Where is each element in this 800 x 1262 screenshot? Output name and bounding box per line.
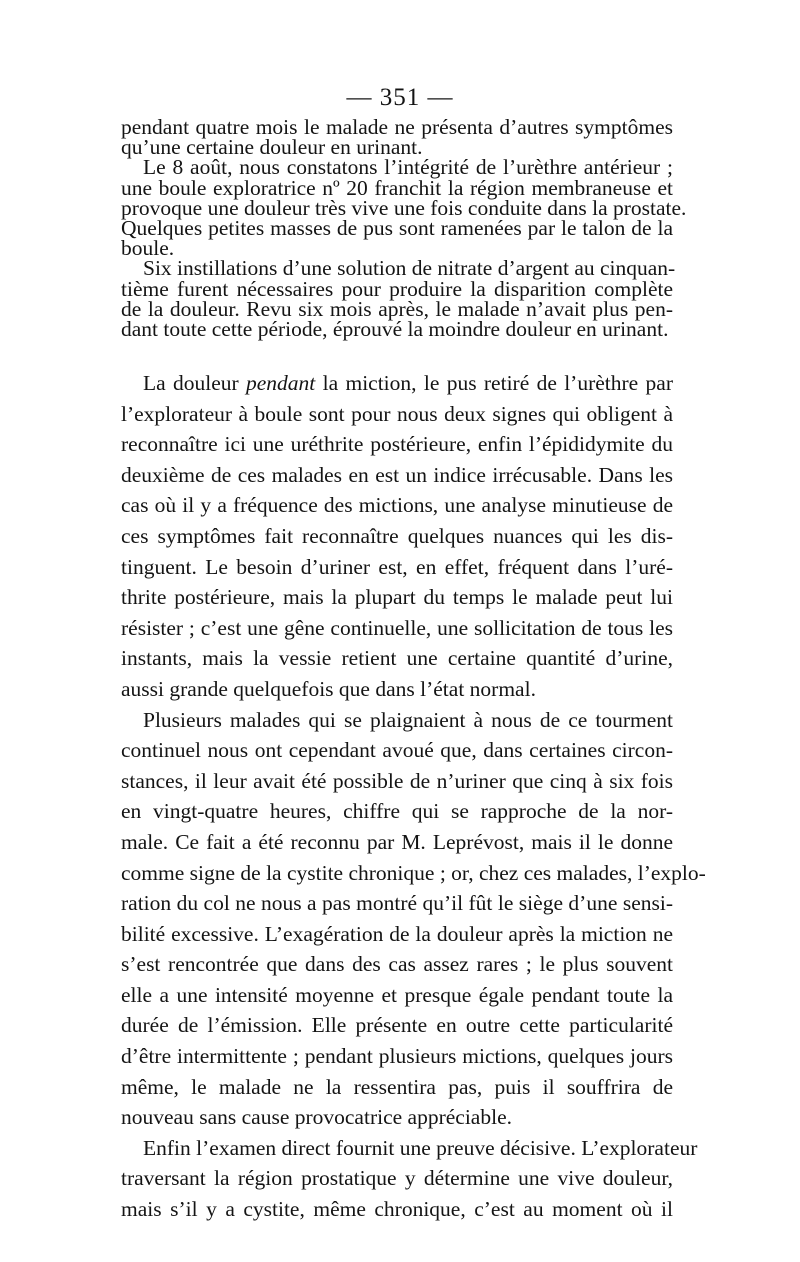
text-line: nouveau sans cause provocatrice appréciable. xyxy=(121,1105,512,1130)
text-line: même, le malade ne la ressentira pas, puis il souffrira de xyxy=(121,1074,673,1099)
text-line: s’est rencontrée que dans des cas assez rares ; le plus souvent xyxy=(121,952,673,977)
text-line: male. Ce fait a été reconnu par M. Leprévost, mais il le donne xyxy=(121,829,673,854)
text-line: résister ; c’est une gêne continuelle, une sollicitation de tous les xyxy=(121,615,673,640)
text-line: l’explorateur à boule sont pour nous deux signes qui obligent à xyxy=(121,401,673,426)
text-line: ces symptômes fait reconnaître quelques nuances qui les dis- xyxy=(121,523,673,548)
text-line: Le 8 août, nous constatons l’intégrité de l’urèthre antérieur ; xyxy=(143,155,673,180)
text-line: Plusieurs malades qui se plaignaient à nous de ce tourment xyxy=(143,707,673,732)
text-line: durée de l’émission. Elle présente en outre cette particularité xyxy=(121,1013,673,1038)
text-line: en vingt-quatre heures, chiffre qui se rapproche de la nor- xyxy=(121,799,673,824)
discussion-paragraphs xyxy=(121,368,706,1225)
text-line: instants, mais la vessie retient une certaine quantité d’urine, xyxy=(121,646,673,671)
text-line-first xyxy=(121,368,673,399)
italic-word: pendant xyxy=(246,371,316,395)
text-line: Six instillations d’une solution de nitrate d’argent au cinquan- xyxy=(143,256,676,281)
text-line: provoque une douleur très vive une fois conduite dans la prostate. xyxy=(121,195,687,220)
text-line: tinguent. Le besoin d’uriner est, en effet, fréquent dans l’uré- xyxy=(121,554,673,579)
text-line: dant toute cette période, éprouvé la moindre douleur en urinant. xyxy=(121,317,669,342)
case-report-paragraphs xyxy=(121,115,687,342)
text-line: comme signe de la cystite chronique ; or, chez ces malades, l’explo- xyxy=(121,860,706,885)
text-line: boule. xyxy=(121,236,175,261)
text-line: tième furent nécessaires pour produire la disparition complète xyxy=(121,276,673,301)
text-line: d’être intermittente ; pendant plusieurs mictions, quelques jours xyxy=(121,1044,673,1069)
text-line: qu’une certaine douleur en urinant. xyxy=(121,135,423,160)
text-line: aussi grande quelquefois que dans l’état normal. xyxy=(121,676,536,701)
text-line: stances, il leur avait été possible de n’uriner que cinq à six fois xyxy=(121,768,673,793)
text-line: cas où il y a fréquence des mictions, une analyse minutieuse de xyxy=(121,493,673,518)
page-number: — 351 — xyxy=(346,84,454,111)
text-line: pendant quatre mois le malade ne présenta d’autres symptômes xyxy=(121,115,673,139)
text-line: reconnaître ici une uréthrite postérieure, enfin l’épididymite du xyxy=(121,432,673,457)
text-line: deuxième de ces malades en est un indice irrécusable. Dans les xyxy=(121,462,673,487)
text-line: de la douleur. Revu six mois après, le malade n’avait plus pen- xyxy=(121,296,673,321)
text-line: Quelques petites masses de pus sont ramenées par le talon de la xyxy=(121,216,673,241)
text-line: ration du col ne nous a pas montré qu’il fût le siège d’une sensi- xyxy=(121,891,673,916)
text-line: elle a une intensité moyenne et presque égale pendant toute la xyxy=(121,982,673,1007)
text-line: mais s’il y a cystite, même chronique, c’est au moment où il xyxy=(121,1197,673,1222)
text-line: continuel nous ont cependant avoué que, dans certaines circon- xyxy=(121,738,673,763)
text-line: traversant la région prostatique y détermine une vive douleur, xyxy=(121,1166,673,1191)
text-line: Enfin l’examen direct fournit une preuve décisive. L’explorateur xyxy=(143,1135,698,1160)
text-line: bilité excessive. L’exagération de la douleur après la miction ne xyxy=(121,921,673,946)
text-line: thrite postérieure, mais la plupart du temps le malade peut lui xyxy=(121,585,673,610)
text-segment: La douleur xyxy=(143,371,247,395)
text-segment: la miction, le pus retiré de l’urèthre par xyxy=(315,371,673,395)
text-line: une boule exploratrice nº 20 franchit la région membraneuse et xyxy=(121,175,673,200)
